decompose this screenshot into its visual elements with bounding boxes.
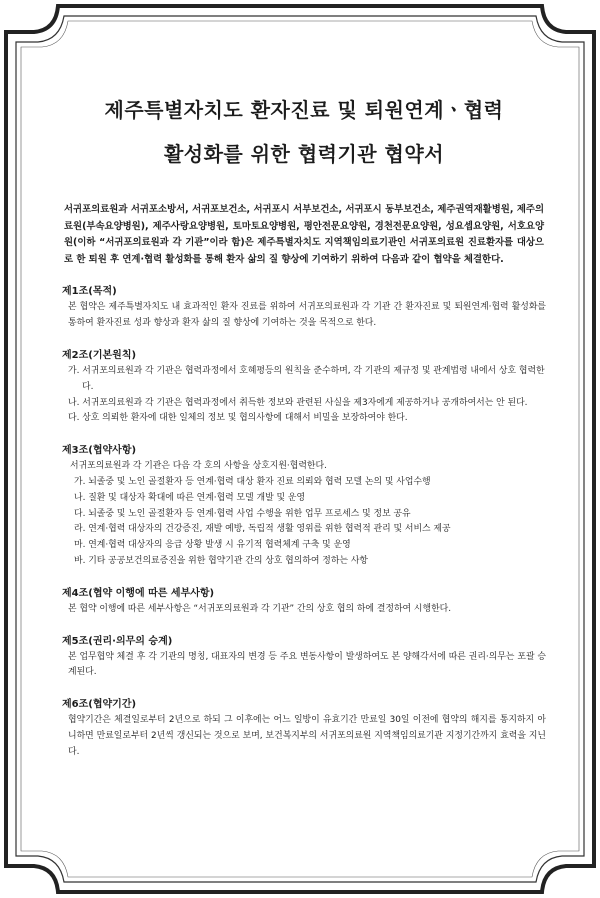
document-title bbox=[62, 88, 546, 176]
article-3-heading: 제3조(협약사항) bbox=[62, 445, 137, 457]
article-4-body: 본 협약 이행에 따른 세부사항은 “서귀포의료원과 각 기관” 간의 상호 협의 하에 결정하여 시행한다. bbox=[68, 603, 452, 614]
article-5-body: 본 업무협약 체결 후 각 기관의 명칭, 대표자의 변경 등 주요 변동사항이 발생하여도 본 양해각서에 따른 권리·의무는 포괄 승계된다. bbox=[68, 651, 546, 678]
article-6-body: 협약기간은 체결일로부터 2년으로 하되 그 이후에는 어느 일방이 유효기간 만료일 30일 이전에 협약의 해지를 통지하지 아니하면 만료일로부터 2년씩 갱신되는 것으로 보며, 보건복지부의 서귀포의료원 지역책임의료기관 지정기간까지 효력을 지닌다. bbox=[68, 715, 546, 757]
title-line-1: 제주특별자치도 환자진료 및 퇴원연계ㆍ협력 bbox=[104, 98, 504, 122]
article-2-item: 가. 서귀포의료원과 각 기관은 협력과정에서 호혜평등의 원칙을 준수하며, 각 기관의 제규정 및 관계법령 내에서 상호 협력한다. bbox=[68, 365, 545, 392]
article-3-lead: 서귀포의료원과 각 기관은 다음 각 호의 사항을 상호지원·협력한다. bbox=[70, 461, 327, 472]
article-1-body: 본 협약은 제주특별자치도 내 효과적인 환자 진료를 위하여 서귀포의료원과 각 기관 간 환자진료 및 퇴원연계·협력 활성화를 통하여 환자진료 성과 향상과 환자 삶의 질 향상에 기여하는 것을 목적으로 한다. bbox=[68, 302, 546, 329]
article-6 bbox=[62, 697, 546, 760]
title-line-2: 활성화를 위한 협력기관 협약서 bbox=[163, 142, 445, 166]
article-1-heading: 제1조(목적) bbox=[62, 286, 117, 298]
article-2-item: 다. 상호 의뢰한 환자에 대한 일체의 정보 및 협의사항에 대해서 비밀을 보장하여야 한다. bbox=[68, 413, 408, 424]
article-5 bbox=[62, 634, 546, 682]
article-2-item: 나. 서귀포의료원과 각 기관은 협력과정에서 취득한 정보와 관련된 사실을 제3자에게 제공하거나 공개하여서는 안 된다. bbox=[68, 397, 528, 408]
article-5-heading: 제5조(권리·의무의 승계) bbox=[62, 635, 173, 647]
article-3-item: 다. 뇌졸중 및 노인 골절환자 등 연계·협력 사업 수행을 위한 업무 프로세스 및 정보 공유 bbox=[74, 508, 411, 519]
article-3-item: 가. 뇌졸중 및 노인 골절환자 등 연계·협력 대상 환자 진료 의뢰와 협력 모델 논의 및 사업수행 bbox=[74, 476, 431, 487]
preamble: 서귀포의료원과 서귀포소방서, 서귀포보건소, 서귀포시 서부보건소, 서귀포시 동부보건소, 제주권역재활병원, 제주의료원(부속요양병원), 제주사랑요양병원, 토마토요양병원, 평안전문요양원, 경천전문요양원, 성요셉요양원, 서호요양원(이하 “서귀포의료원과 각 기관”이라 함)은 제주특별자치도 지역책임의료기관인 서귀포의료원 진료환자를 대상으로 한 퇴원 후 연계·협력 활성화를 통해 환자 삶의 질 향상에 기여하기 위하여 다음과 같이 협약을 체결한다. bbox=[64, 204, 544, 265]
document-content bbox=[62, 88, 546, 761]
article-2-heading: 제2조(기본원칙) bbox=[62, 349, 137, 361]
article-3-item: 바. 기타 공공보건의료증진을 위한 협약기관 간의 상호 협의하여 정하는 사항 bbox=[74, 555, 368, 566]
article-3-item: 라. 연계·협력 대상자의 건강증진, 재발 예방, 독립적 생활 영위를 위한 협력적 관리 및 서비스 제공 bbox=[74, 524, 451, 535]
article-3 bbox=[62, 443, 546, 570]
article-2 bbox=[62, 348, 546, 427]
article-1 bbox=[62, 284, 546, 332]
article-3-item: 마. 연계·협력 대상자의 응급 상황 발생 시 유기적 협력체계 구축 및 운영 bbox=[74, 540, 351, 551]
article-4 bbox=[62, 586, 546, 618]
article-3-item: 나. 질환 및 대상자 확대에 따른 연계·협력 모델 개발 및 운영 bbox=[74, 492, 306, 503]
article-6-heading: 제6조(협약기간) bbox=[62, 699, 137, 711]
article-4-heading: 제4조(협약 이행에 따른 세부사항) bbox=[62, 587, 215, 599]
